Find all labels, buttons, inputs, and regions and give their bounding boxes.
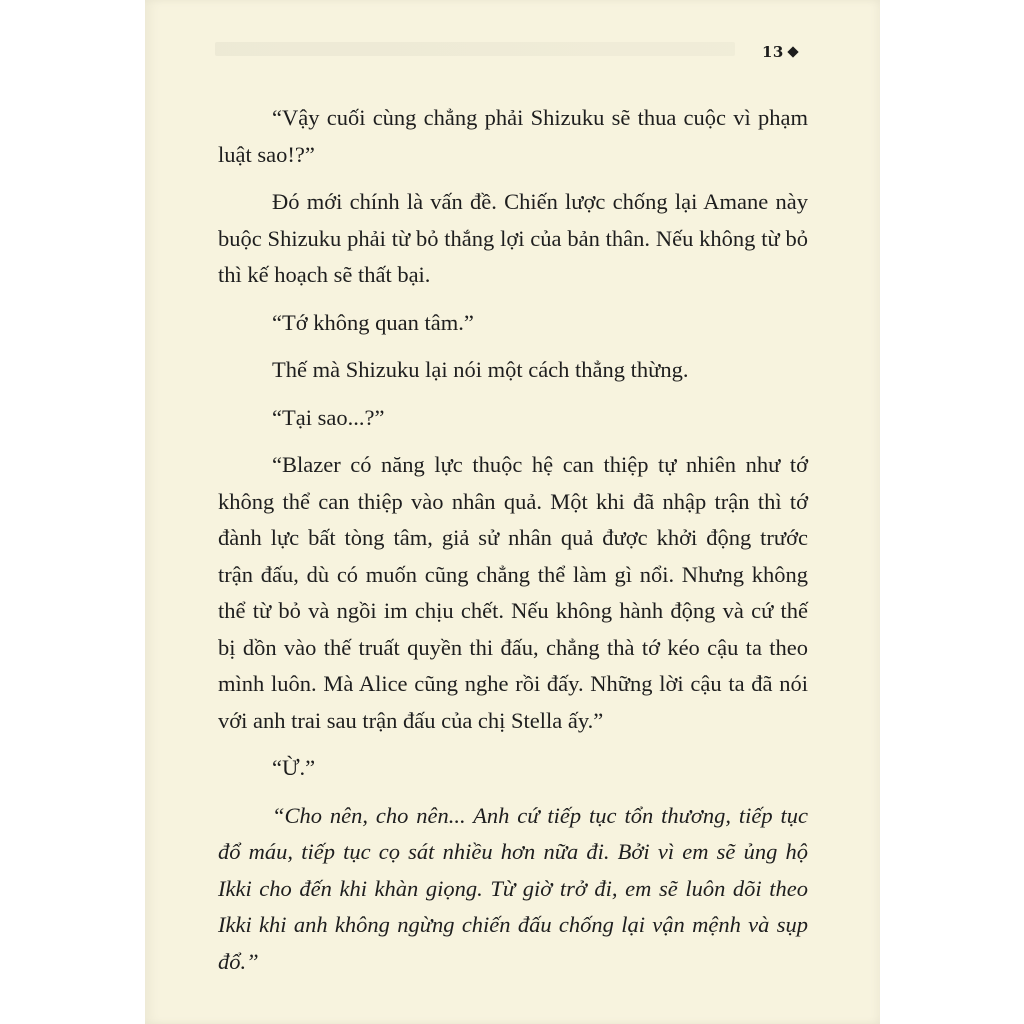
paragraph: “Ừ.”	[272, 755, 316, 780]
paragraph: “Vậy cuối cùng chẳng phải Shizuku sẽ thua cuộc vì phạm luật sao!?”	[218, 105, 808, 167]
show-through-text	[215, 42, 735, 56]
paragraph: Thế mà Shizuku lại nói một cách thẳng thừng.	[272, 357, 689, 382]
paragraph: “Blazer có năng lực thuộc hệ can thiệp tự nhiên như tớ không thể can thiệp vào nhân quả. Một khi đã nhập trận thì tớ đành lực bất tòng tâm, giả sử nhân quả được khởi động trước trận đấu, dù có muốn cũng chẳng thể làm gì nổi. Nhưng không thể từ bỏ và ngồi im chịu chết. Nếu không hành động và cứ thế bị dồn vào thế truất quyền thi đấu, chẳng thà tớ kéo cậu ta theo mình luôn. Mà Alice cũng nghe rồi đấy. Những lời cậu ta đã nói với anh trai sau trận đấu của chị Stella ấy.”	[218, 452, 808, 733]
paragraph: “Tại sao...?”	[272, 404, 385, 430]
body-text	[218, 100, 808, 991]
italic-quote: “Cho nên, cho nên... Anh cứ tiếp tục tổn thương, tiếp tục đổ máu, tiếp tục cọ sát nhiều hơn nữa đi. Bởi vì em sẽ ủng hộ Ikki cho đến khi khàn giọng. Từ giờ trở đi, em sẽ luôn dõi theo Ikki khi anh không ngừng chiến đấu chống lại vận mệnh và sụp đổ.”	[218, 802, 808, 974]
paragraph: “Tớ không quan tâm.”	[272, 309, 474, 335]
paragraph: Đó mới chính là vấn đề. Chiến lược chống lại Amane này buộc Shizuku phải từ bỏ thắng lợi của bản thân. Nếu không từ bỏ thì kế hoạch sẽ thất bại.	[218, 189, 808, 287]
page-number: 13	[762, 43, 784, 61]
